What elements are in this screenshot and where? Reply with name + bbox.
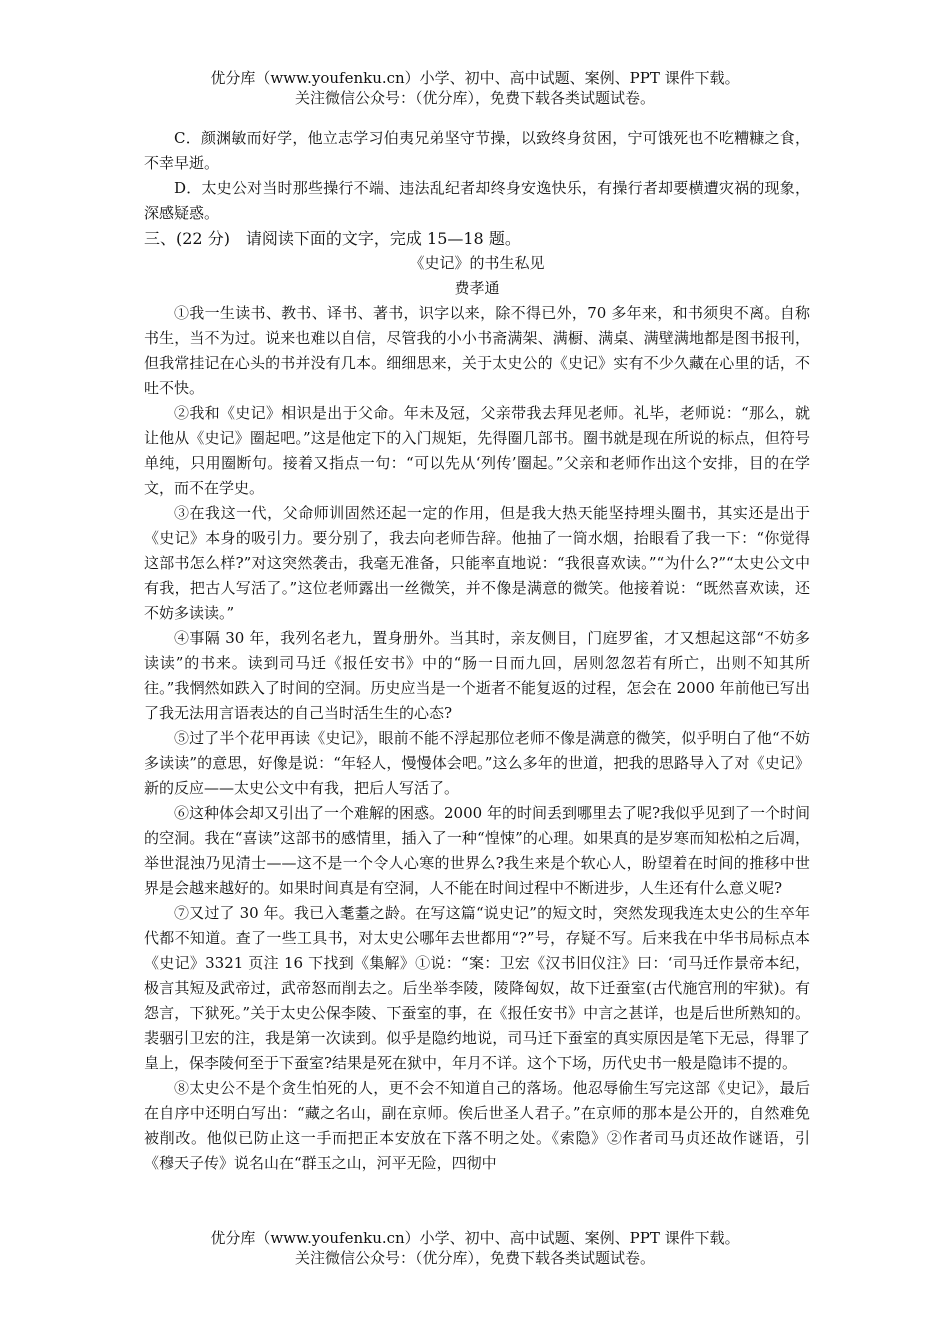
paragraph-3: ③在我这一代，父命师训固然还起一定的作用，但是我大热天能坚持埋头圈书，其实还是出于《史记》本身的吸引力。要分别了，我去向老师告辞。他抽了一筒水烟，抬眼看了我一下：“你觉得这部书怎么样?”对这突然袭击，我毫无准备，只能率直地说：“我很喜欢读。”“为什么?”“太史公文中有我，把古人写活了。”这位老师露出一丝微笑，并不像是满意的微笑。他接着说：“既然喜欢读，还不妨多读读。”: [144, 504, 810, 622]
paragraph-7: ⑦又过了 30 年。我已入耄耋之龄。在写这篇“说史记”的短文时，突然发现我连太史公的生卒年代都不知道。查了一些工具书，对太史公哪年去世都用“?”号，存疑不写。后来我在中华书局标点本《史记》3321 页注 16 下找到《集解》①说：“案：卫宏《汉书旧仪注》曰：‘司马迁作景帝本纪，极言其短及武帝过，武帝怒而削去之。后坐举李陵，陵降匈奴，故下迁蚕室(古代施宫刑的牢狱)。有怨言，下狱死。”关于太史公保李陵、下蚕室的事，在《报任安书》中言之甚详，也是后世所熟知的。裴骃引卫宏的注，我是第一次读到。似乎是隐约地说，司马迁下蚕室的真实原因是笔下无忌，得罪了皇上，保李陵何至于下蚕室?结果是死在狱中，年月不详。这个下场，历代史书一般是隐讳不提的。: [144, 904, 810, 1072]
paragraph-5: ⑤过了半个花甲再读《史记》，眼前不能不浮起那位老师不像是满意的微笑，似乎明白了他“不妨多读读”的意思，好像是说：“年轻人，慢慢体会吧。”这么多年的世道，把我的思路导入了对《史记》新的反应——太史公文中有我，把后人写活了。: [144, 729, 810, 797]
article-title: 《史记》的书生私见: [409, 254, 545, 272]
paragraph-8: ⑧太史公不是个贪生怕死的人，更不会不知道自己的落场。他忍辱偷生写完这部《史记》，最后在自序中还明白写出：“藏之名山，副在京师。俟后世圣人君子。”在京师的那本是公开的，自然难免被削改。他似已防止这一手而把正本安放在下落不明之处。《索隐》②作者司马贞还故作谜语，引《穆天子传》说名山在“群玉之山，河平无险，四彻中: [144, 1079, 810, 1172]
article-author: 费孝通: [454, 279, 500, 297]
option-c: C．颜渊敏而好学，他立志学习伯夷兄弟坚守节操，以致终身贫困，宁可饿死也不吃糟糠之食，不幸早逝。: [144, 129, 810, 172]
page-header: [0, 68, 950, 108]
footer-line-2: 关注微信公众号：（优分库），免费下载各类试题试卷。: [294, 1249, 655, 1267]
option-d: D．太史公对当时那些操行不端、违法乱纪者却终身安逸快乐，有操行者却要横遭灾祸的现象，深感疑惑。: [144, 179, 810, 222]
footer-line-1: 优分库（www.youfenku.cn）小学、初中、高中试题、案例、PPT 课件下载。: [210, 1229, 740, 1247]
paragraph-2: ②我和《史记》相识是出于父命。年未及冠，父亲带我去拜见老师。礼毕，老师说：“那么，就让他从《史记》圈起吧。”这是他定下的入门规矩，先得圈几部书。圈书就是现在所说的标点，但符号单纯，只用圈断句。接着又指点一句：“可以先从‘列传’圈起。”父亲和老师作出这个安排，目的在学文，而不在学史。: [144, 404, 810, 497]
paragraph-1: ①我一生读书、教书、译书、著书，识字以来，除不得已外，70 多年来，和书须臾不离。自称书生，当不为过。说来也难以自信，尽管我的小小书斋满架、满橱、满桌、满壁满地都是图书报刊，但我常挂记在心头的书并没有几本。细细思来，关于太史公的《史记》实有不少久藏在心里的话，不吐不快。: [144, 304, 810, 397]
paragraph-4: ④事隔 30 年，我列名老九，置身册外。当其时，亲友侧目，门庭罗雀，才又想起这部“不妨多读读”的书来。读到司马迁《报任安书》中的“肠一日而九回，居则忽忽若有所亡，出则不知其所往。”我惘然如跌入了时间的空洞。历史应当是一个逝者不能复返的过程，怎会在 2000 年前他已写出了我无法用言语表达的自己当时活生生的心态?: [144, 629, 810, 722]
page-footer: [0, 1228, 950, 1268]
header-line-2: 关注微信公众号：（优分库），免费下载各类试题试卷。: [294, 89, 655, 107]
header-line-1: 优分库（www.youfenku.cn）小学、初中、高中试题、案例、PPT 课件下载。: [210, 69, 740, 87]
document-body: [144, 126, 810, 1176]
section-heading: 三、(22 分) 请阅读下面的文字，完成 15—18 题。: [144, 229, 521, 248]
paragraph-6: ⑥这种体会却又引出了一个难解的困惑。2000 年的时间丢到哪里去了呢?我似乎见到了一个时间的空洞。我在“喜读”这部书的感情里，插入了一种“惶悚”的心理。如果真的是岁寒而知松柏之后凋，举世混浊乃见清士——这不是一个令人心寒的世界么?我生来是个软心人，盼望着在时间的推移中世界是会越来越好的。如果时间真是有空洞，人不能在时间过程中不断进步，人生还有什么意义呢?: [144, 804, 810, 897]
